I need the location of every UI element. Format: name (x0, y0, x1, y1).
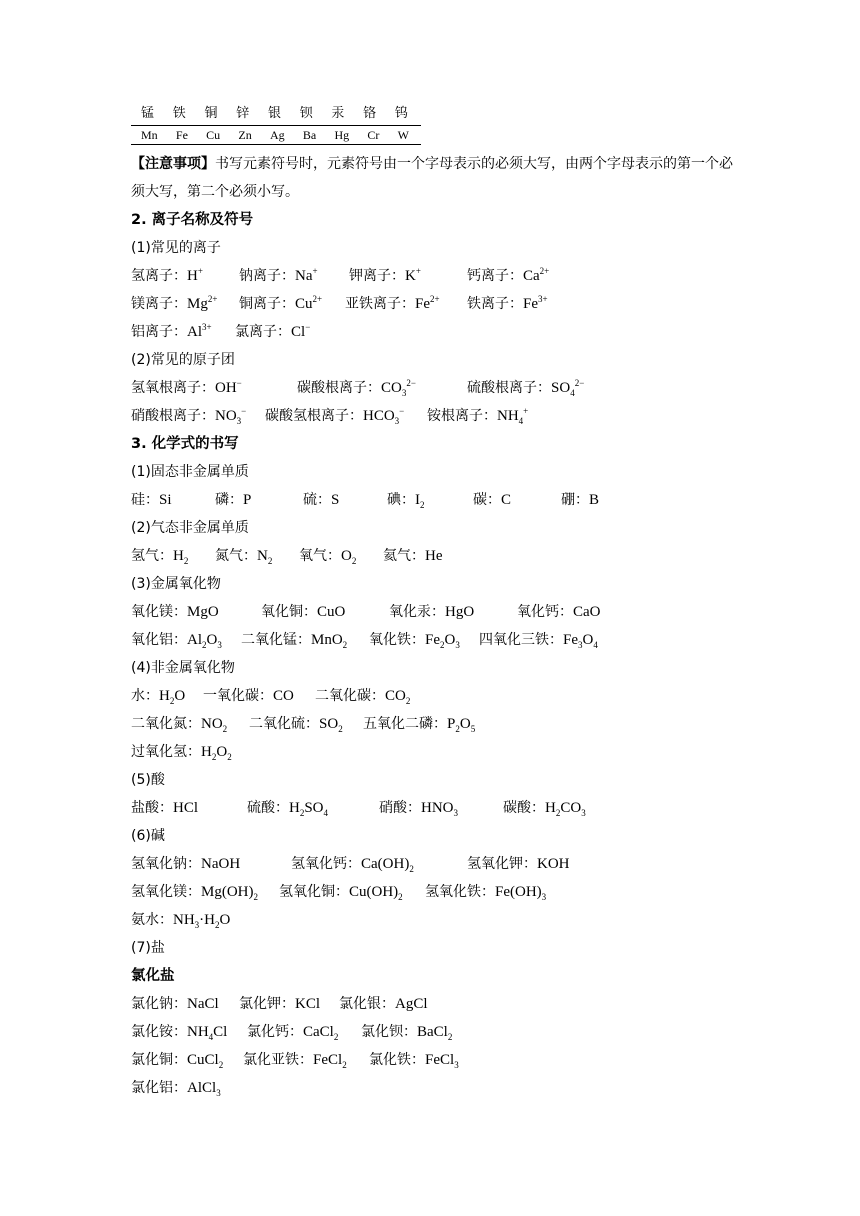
substance-label: 氯化银： (339, 996, 395, 1012)
note-text: 书写元素符号时，元素符号由一个字母表示的必须大写，由两个字母表示的第一个必须大写，第二个必须小写。 (131, 156, 733, 200)
formula: CaCl$_2$ (303, 1024, 339, 1042)
substance-label: 氢氧化钾： (467, 856, 537, 872)
ion-formula: $Fe^{3+}$ (523, 294, 548, 312)
substance-label: 氯化钾： (239, 996, 295, 1012)
formula-row (131, 546, 443, 566)
ion-row (131, 406, 528, 426)
substance-label: 二氧化氮： (131, 716, 201, 732)
substance-label: 盐酸： (131, 800, 173, 816)
table-rule (131, 144, 421, 145)
element-symbol: Cu (206, 128, 221, 142)
ion-formula: Na+ (295, 266, 318, 284)
substance-label: 磷： (215, 492, 243, 508)
substance-label: 氢氧化铁： (425, 884, 495, 900)
substance-label: 氧化镁： (131, 604, 187, 620)
formula-row (131, 1022, 452, 1042)
substance-label: 氦气： (383, 548, 425, 564)
formula-row (131, 854, 570, 874)
formula: BaCl$_2$ (417, 1024, 453, 1042)
formula-row (131, 490, 599, 510)
element-symbol: Fe (175, 128, 188, 142)
ion-formula: $Fe^{2+}$ (415, 294, 440, 312)
formula: $Fe_3O_4$ (563, 632, 598, 650)
substance-label: 氧化铝： (131, 632, 187, 648)
formula: $SO_2$ (319, 716, 343, 734)
formula: $Al_2O_3$ (187, 632, 222, 650)
formula: $NH_3\cdot H_2O$ (173, 912, 231, 930)
formula: P (243, 492, 252, 508)
substance-label: 硅： (131, 492, 159, 508)
substance-label: 过氧化氢： (131, 744, 201, 760)
substance-label: 氢氧化镁： (131, 884, 201, 900)
formula: B (589, 492, 600, 508)
subsection-heading: (2)常见的原子团 (131, 352, 235, 368)
substance-label: 氯化钡： (361, 1024, 417, 1040)
note-label: 【注意事项】 (131, 156, 215, 172)
table-rule (131, 125, 421, 126)
formula: NaCl (187, 996, 219, 1012)
substance-label: 碳： (473, 492, 501, 508)
ion-formula: $Cu^{2+}$ (295, 294, 323, 312)
formula: $H_2SO_4$ (289, 800, 329, 818)
element-symbol: Ba (302, 128, 317, 142)
formula: $CO_2$ (385, 688, 411, 706)
formula: HgO (445, 604, 475, 620)
subsection-heading: (7)盐 (131, 940, 165, 956)
substance-label: 氢氧化铜： (279, 884, 349, 900)
formula: MnO$_2$ (311, 632, 348, 650)
substance-label: 氧化钙： (517, 604, 573, 620)
ion-label: 铜离子： (239, 296, 295, 312)
formula: $Fe(OH)_3$ (495, 884, 547, 902)
formula: S (331, 492, 340, 508)
element-name: 银 (267, 106, 282, 121)
substance-label: 碘： (387, 492, 415, 508)
ion-formula: $HCO_3^-$ (363, 406, 405, 426)
formula: AgCl (395, 996, 428, 1012)
formula-row (131, 1050, 459, 1070)
formula: $HNO_3$ (421, 800, 458, 818)
ion-label: 氯离子： (235, 324, 291, 340)
formula-row (131, 742, 232, 762)
formula: $NO_2$ (201, 716, 228, 734)
formula: CaO (573, 604, 601, 620)
section-heading: 3. 化学式的书写 (131, 436, 239, 452)
element-names-row (131, 104, 421, 124)
ion-label: 铵根离子： (427, 408, 497, 424)
ion-label: 碳酸氢根离子： (265, 408, 363, 424)
formula: KOH (537, 856, 570, 872)
substance-label: 氮气： (215, 548, 257, 564)
formula: HCl (173, 800, 199, 816)
ion-label: 硝酸根离子： (131, 408, 215, 424)
formula-row (131, 602, 601, 622)
substance-label: 氯化铝： (131, 1080, 187, 1096)
substance-label: 氢氧化钙： (291, 856, 361, 872)
element-symbol: Cr (367, 128, 380, 142)
formula: C (501, 492, 512, 508)
element-name: 锰 (141, 106, 156, 121)
element-name: 铜 (204, 106, 219, 121)
substance-label: 水： (131, 688, 159, 704)
formula: $O_2$ (341, 548, 357, 566)
ion-formula: K+ (405, 266, 421, 284)
formula: FeCl$_2$ (313, 1052, 347, 1070)
element-name: 铬 (363, 106, 378, 121)
substance-label: 氨水： (131, 912, 173, 928)
ion-formula: $NO_3^-$ (215, 406, 247, 426)
formula: CO (273, 688, 294, 704)
subsection-heading: 氯化盐 (131, 968, 175, 984)
substance-label: 硝酸： (379, 800, 421, 816)
substance-label: 五氧化二磷： (363, 716, 447, 732)
formula: $Cu(OH)_2$ (349, 884, 403, 902)
ion-formula: $Al^{3+}$ (187, 322, 212, 340)
element-name: 钨 (394, 106, 409, 121)
formula-row (131, 686, 410, 706)
element-symbol: Zn (238, 128, 252, 142)
substance-label: 氯化亚铁： (243, 1052, 313, 1068)
ion-label: 氢离子： (131, 268, 187, 284)
element-name: 汞 (331, 106, 346, 121)
substance-label: 一氧化碳： (203, 688, 273, 704)
element-name: 钡 (299, 106, 314, 121)
substance-label: 氧化铁： (369, 632, 425, 648)
element-symbol-table (131, 104, 421, 146)
substance-label: 硫酸： (247, 800, 289, 816)
formula-row (131, 798, 586, 818)
formula-row (131, 882, 546, 902)
formula: KCl (295, 996, 321, 1012)
formula: CuCl$_2$ (187, 1052, 224, 1070)
ion-label: 碳酸根离子： (297, 380, 381, 396)
formula: $H_2CO_3$ (545, 800, 586, 818)
substance-label: 二氧化锰： (241, 632, 311, 648)
element-name: 铁 (172, 106, 187, 121)
formula: MgO (187, 604, 219, 620)
ion-label: 铁离子： (467, 296, 523, 312)
ion-label: 钙离子： (467, 268, 523, 284)
substance-label: 氢氧化钠： (131, 856, 201, 872)
formula: $H_2$ (173, 548, 189, 566)
substance-label: 氯化铁： (369, 1052, 425, 1068)
substance-label: 四氧化三铁： (479, 632, 563, 648)
formula: $N_2$ (257, 548, 273, 566)
ion-formula: $CO_3^{2-}$ (381, 378, 416, 398)
formula: $I_2$ (415, 492, 425, 510)
element-symbol: Hg (334, 128, 350, 142)
subsection-heading: (3)金属氧化物 (131, 576, 221, 592)
subsection-heading: (4)非金属氧化物 (131, 660, 235, 676)
substance-label: 氧化铜： (261, 604, 317, 620)
subsection-heading: (1)固态非金属单质 (131, 464, 249, 480)
formula-row (131, 994, 428, 1014)
ion-formula: $Ca^{2+}$ (523, 266, 550, 284)
substance-label: 氧气： (299, 548, 341, 564)
substance-label: 碳酸： (503, 800, 545, 816)
formula: $Fe_2O_3$ (425, 632, 460, 650)
substance-label: 二氧化碳： (315, 688, 385, 704)
substance-label: 氧化汞： (389, 604, 445, 620)
substance-label: 二氧化硫： (249, 716, 319, 732)
ion-formula: H+ (187, 266, 203, 284)
ion-formula: Cl− (291, 322, 311, 340)
element-symbol: W (397, 128, 409, 142)
formula: $P_2O_5$ (447, 716, 476, 734)
formula: AlCl$_3$ (187, 1080, 221, 1098)
ion-label: 氢氧根离子： (131, 380, 215, 396)
substance-label: 硫： (303, 492, 331, 508)
ion-label: 硫酸根离子： (467, 380, 551, 396)
ion-formula: $NH_4^+$ (497, 406, 529, 426)
note-paragraph (131, 150, 741, 206)
ion-label: 铝离子： (131, 324, 187, 340)
formula-row (131, 1078, 221, 1098)
formula-row (131, 714, 475, 734)
ion-row (131, 294, 548, 314)
formula: CuO (317, 604, 346, 620)
subsection-heading: (2)气态非金属单质 (131, 520, 249, 536)
ion-formula: OH− (215, 378, 242, 396)
ion-label: 亚铁离子： (345, 296, 415, 312)
substance-label: 氯化铵： (131, 1024, 187, 1040)
ion-formula: $SO_4^{2-}$ (551, 378, 585, 398)
subsection-heading: (1)常见的离子 (131, 240, 221, 256)
ion-formula: $Mg^{2+}$ (187, 294, 218, 312)
formula: $H_2O$ (159, 688, 186, 706)
element-symbol: Ag (269, 128, 285, 142)
ion-row (131, 322, 310, 342)
element-name: 锌 (236, 106, 251, 121)
element-symbol: Mn (141, 128, 158, 142)
section-heading: 2. 离子名称及符号 (131, 212, 254, 228)
substance-label: 氯化铜： (131, 1052, 187, 1068)
formula: FeCl$_3$ (425, 1052, 459, 1070)
ion-label: 钾离子： (349, 268, 405, 284)
formula: $H_2O_2$ (201, 744, 232, 762)
subsection-heading: (6)碱 (131, 828, 165, 844)
formula: He (425, 548, 443, 564)
element-symbols-row (131, 127, 421, 143)
subsection-heading: (5)酸 (131, 772, 165, 788)
formula: Si (159, 492, 172, 508)
formula: $Mg(OH)_2$ (201, 884, 258, 902)
formula: NaOH (201, 856, 241, 872)
substance-label: 硼： (561, 492, 589, 508)
ion-label: 钠离子： (239, 268, 295, 284)
ion-label: 镁离子： (131, 296, 187, 312)
formula-row (131, 630, 598, 650)
formula: $NH_4Cl$ (187, 1024, 228, 1042)
formula: $Ca(OH)_2$ (361, 856, 414, 874)
substance-label: 氢气： (131, 548, 173, 564)
ion-row (131, 266, 549, 286)
ion-row (131, 378, 584, 398)
formula-row (131, 910, 230, 930)
substance-label: 氯化钠： (131, 996, 187, 1012)
substance-label: 氯化钙： (247, 1024, 303, 1040)
